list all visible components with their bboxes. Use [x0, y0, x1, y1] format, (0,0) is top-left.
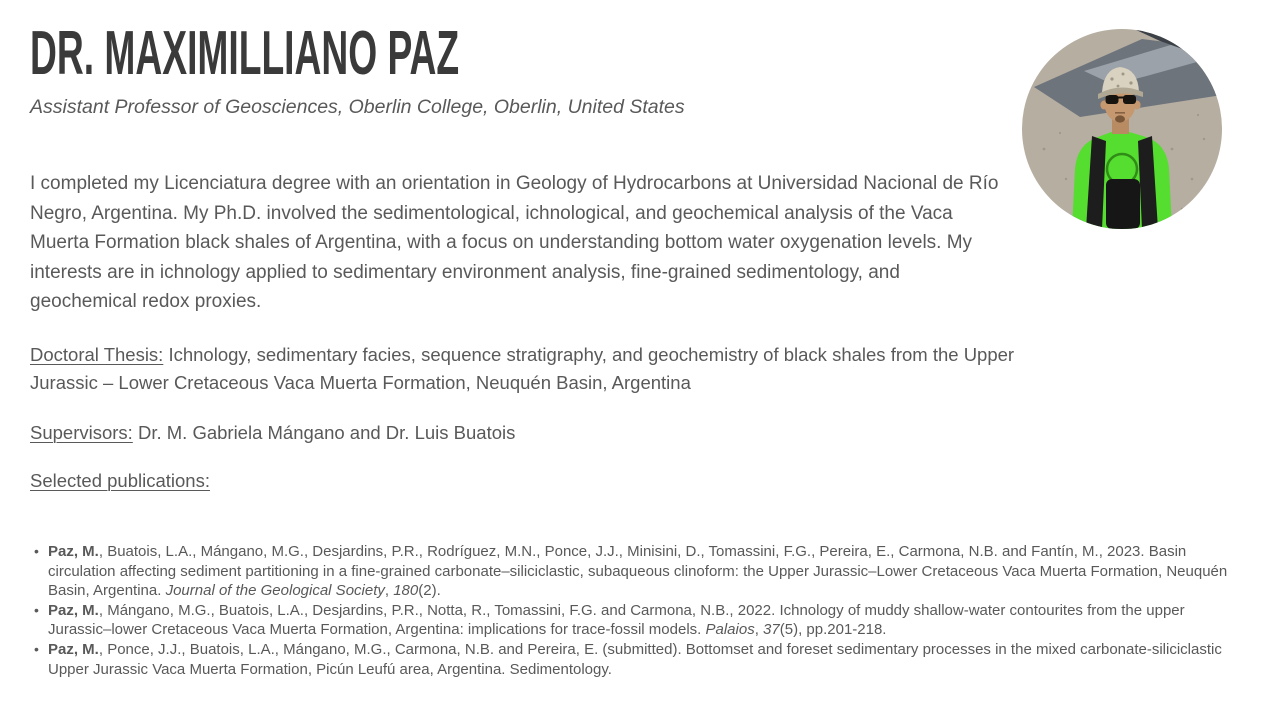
publication-segment: Paz, M.	[48, 543, 99, 560]
publication-item	[48, 601, 1236, 640]
profile-photo	[1022, 29, 1222, 229]
profile-photo-graphic	[1022, 29, 1222, 229]
page-title: DR. MAXIMILLIANO PAZ	[30, 19, 460, 88]
publication-segment: , Buatois, L.A., Mángano, M.G., Desjardins, P.R., Rodríguez, M.N., Ponce, J.J., Minisini, D., Tomassini, F.G., Pereira, E., Carmona, N.B. and Fantín, M., 2023. Basin circulation affecting sediment partitioning in a fine-grained carbonate–siliciclastic, subaqueous clinoform: the Upper Jurassic–Lower Cretaceous Vaca Muerta Formation, Neuquén Basin, Argentina.	[48, 543, 1228, 600]
photo-goatee	[1115, 115, 1125, 122]
publication-segment: 180	[393, 582, 419, 600]
publications-heading-label: Selected publications:	[30, 470, 210, 491]
doctoral-thesis-label: Doctoral Thesis:	[30, 344, 164, 365]
photo-moustache	[1115, 112, 1125, 114]
publication-segment: Palaios	[705, 621, 755, 639]
publication-segment: Paz, M.	[48, 601, 99, 619]
publication-segment: (5), pp.201-218.	[779, 621, 887, 639]
role-subtitle: Assistant Professor of Geosciences, Oberlin College, Oberlin, United States	[30, 96, 685, 118]
doctoral-thesis	[30, 341, 1022, 396]
publications-heading	[30, 467, 1022, 495]
publication-segment: ,	[384, 582, 394, 600]
photo-chest-pack	[1106, 179, 1140, 229]
publication-segment: , Ponce, J.J., Buatois, L.A., Mángano, M.G., Carmona, N.B. and Pereira, E. (submitted). Bottomset and foreset sedimentary processes in the mixed carbonate-siliciclastic Upper Jurassic Vaca Muerta Formation, Picún Leufú area, Argentina. Sedimentology.	[48, 640, 1222, 678]
publication-item	[48, 542, 1236, 601]
publication-segment: Paz, M.	[48, 640, 99, 658]
publications-list	[30, 542, 1236, 679]
publication-segment: ,	[754, 621, 764, 639]
publication-item	[48, 640, 1236, 679]
publication-segment: Journal of the Geological Society	[165, 582, 385, 600]
supervisors-text: Dr. M. Gabriela Mángano and Dr. Luis Buatois	[132, 422, 516, 443]
supervisors	[30, 419, 1022, 447]
publication-segment: , Mángano, M.G., Buatois, L.A., Desjardins, P.R., Notta, R., Tomassini, F.G. and Carmona, N.B., 2022. Ichnology of muddy shallow-water contourites from the upper Jurassic–lower Cretaceous Vaca Muerta Formation, Argentina: implications for trace-fossil models.	[48, 601, 1185, 639]
doctoral-thesis-text: Ichnology, sedimentary facies, sequence stratigraphy, and geochemistry of black shales from the Upper Jurassic – Lower Cretaceous Vaca Muerta Formation, Neuquén Basin, Argentina	[30, 344, 1015, 393]
publication-segment: (2).	[418, 582, 441, 600]
publication-segment: 37	[763, 621, 780, 639]
supervisors-label: Supervisors:	[30, 422, 133, 443]
bio-paragraph: I completed my Licenciatura degree with an orientation in Geology of Hydrocarbons at Universidad Nacional de Río Negro, Argentina. My Ph.D. involved the sedimentological, ichnological, and geochemical analysis of the Vaca Muerta Formation black shales of Argentina, with a focus on understanding bottom water oxygenation levels. My interests are in ichnology applied to sedimentary environment analysis, fine-grained sedimentology, and geochemical redox proxies.	[30, 173, 999, 312]
